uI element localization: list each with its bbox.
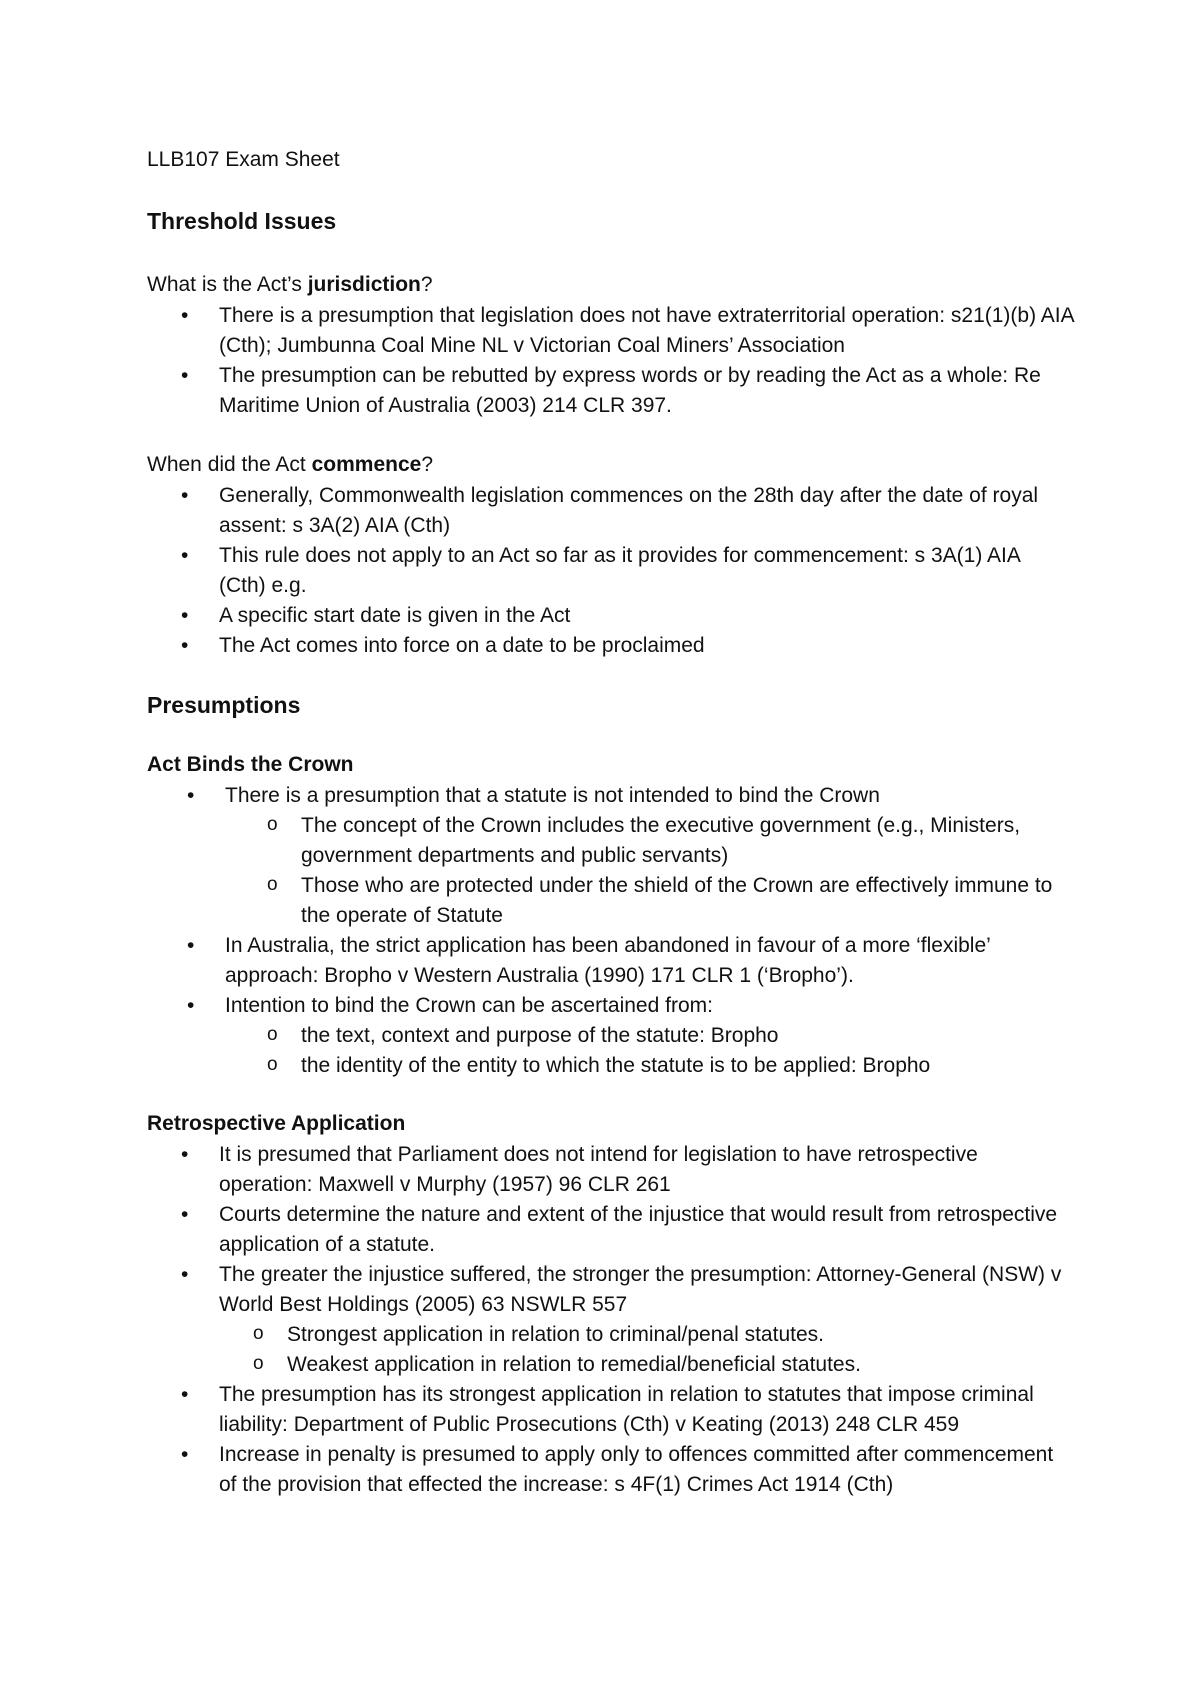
list-item <box>153 991 1053 1081</box>
sub-list-item: o Strongest application in relation to criminal/penal statutes. <box>211 1320 1062 1350</box>
list-item <box>153 781 1053 931</box>
sub-list-item: o the text, context and purpose of the statute: Bropho <box>225 1021 1053 1051</box>
sub-list <box>225 1021 1053 1081</box>
threshold-issues-heading: Threshold Issues <box>147 208 337 234</box>
list-item-text: Intention to bind the Crown can be ascertained from: <box>225 994 713 1017</box>
list-item: • A specific start date is given in the Act <box>147 601 1062 631</box>
sub-list-item: o the identity of the entity to which the statute is to be applied: Bropho <box>225 1051 1053 1081</box>
jurisdiction-question-end: ? <box>420 273 433 296</box>
list-item-text: The greater the injustice suffered, the stronger the presumption: Attorney-General (NSW) v World Best Holdings (2005) 63 NSWLR 557 <box>219 1263 1062 1316</box>
retrospective-bullets <box>147 1140 1062 1500</box>
sub-list-item: o Those who are protected under the shield of the Crown are effectively immune to the operate of Statute <box>225 871 1053 931</box>
sub-list <box>211 1320 1062 1380</box>
list-item: • Generally, Commonwealth legislation commences on the 28th day after the date of royal assent: s 3A(2) AIA (Cth) <box>147 481 1062 541</box>
sub-list-item: o The concept of the Crown includes the executive government (e.g., Ministers, government departments and public servants) <box>225 811 1053 871</box>
jurisdiction-bullets <box>147 301 1077 421</box>
list-item: • The presumption has its strongest application in relation to statutes that impose criminal liability: Department of Public Prosecutions (Cth) v Keating (2013) 248 CLR 459 <box>147 1380 1062 1440</box>
presumptions-heading: Presumptions <box>147 692 301 718</box>
binds-crown-bullets <box>153 781 1053 1081</box>
commence-keyword: commence <box>311 453 422 476</box>
commence-bullets <box>147 481 1062 661</box>
jurisdiction-keyword: jurisdiction <box>307 273 421 296</box>
commence-question <box>147 453 433 477</box>
binds-crown-heading: Act Binds the Crown <box>147 753 354 776</box>
document-title: LLB107 Exam Sheet <box>147 148 340 171</box>
list-item: • There is a presumption that legislation does not have extraterritorial operation: s21(1)(b) AIA (Cth); Jumbunna Coal Mine NL v Victorian Coal Miners’ Association <box>147 301 1077 361</box>
list-item-text: There is a presumption that a statute is not intended to bind the Crown <box>225 784 880 807</box>
sub-list <box>225 811 1053 931</box>
list-item: • It is presumed that Parliament does not intend for legislation to have retrospective operation: Maxwell v Murphy (1957) 96 CLR 261 <box>147 1140 1062 1200</box>
sub-list-item: o Weakest application in relation to remedial/beneficial statutes. <box>211 1350 1062 1380</box>
jurisdiction-question-text: What is the Act’s <box>147 273 308 296</box>
list-item: • This rule does not apply to an Act so far as it provides for commencement: s 3A(1) AIA (Cth) e.g. <box>147 541 1062 601</box>
list-item: • Increase in penalty is presumed to apply only to offences committed after commencement of the provision that effected the increase: s 4F(1) Crimes Act 1914 (Cth) <box>147 1440 1062 1500</box>
jurisdiction-question <box>147 273 433 297</box>
commence-question-end: ? <box>421 453 434 476</box>
list-item: • The Act comes into force on a date to be proclaimed <box>147 631 1062 661</box>
commence-question-text: When did the Act <box>147 453 312 476</box>
list-item: • Courts determine the nature and extent of the injustice that would result from retrospective application of a statute. <box>147 1200 1062 1260</box>
list-item: • The presumption can be rebutted by express words or by reading the Act as a whole: Re Maritime Union of Australia (2003) 214 CLR 397. <box>147 361 1077 421</box>
list-item: • In Australia, the strict application has been abandoned in favour of a more ‘flexible’ approach: Bropho v Western Australia (1990) 171 CLR 1 (‘Bropho’). <box>153 931 1053 991</box>
retrospective-heading: Retrospective Application <box>147 1112 406 1135</box>
list-item <box>147 1260 1062 1380</box>
